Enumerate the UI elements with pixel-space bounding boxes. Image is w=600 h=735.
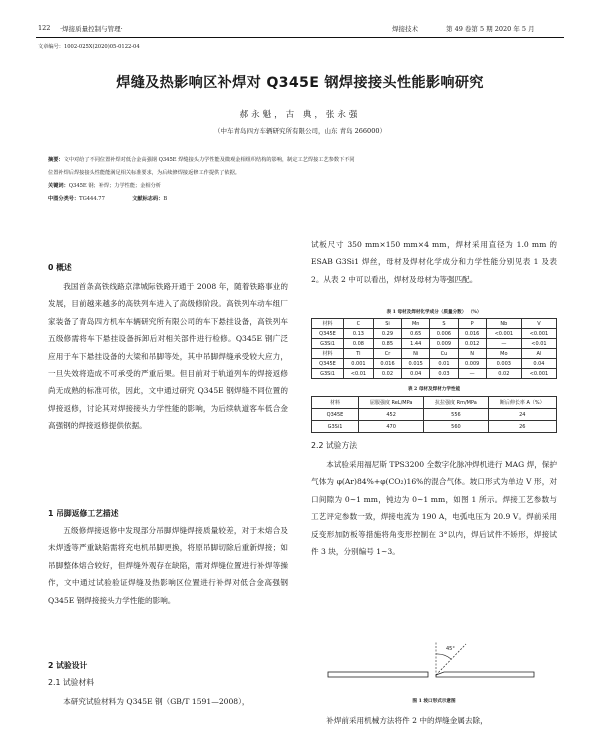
section-2-2-text: 本试验采用福尼斯 TPS3200 全数字化脉冲焊机进行 MAG 焊，保护气体为 φ(Ar)84%+φ(CO₂)16%的混合气体。坡口形式为单边 V 形，对口间隙为 0~1 mm，钝边为 0~1 mm，如图 1 所示。焊接工艺参数与工艺评定参数一致，焊接电流为 190 A，电弧电压为 20.9 V。焊前采用反变形加防板等措施将角变形控制在 3°以内，焊后试件不矫形，焊接试件 3 块，分别编号 1~3。: [311, 460, 557, 557]
table-1-caption: 表 1 母材及焊材化学成分（质量分数） （%）: [386, 310, 482, 315]
table-1: [311, 318, 557, 379]
section-1-heading: 1 吊脚返修工艺描述: [48, 509, 119, 518]
abstract-text-1: 文中对给了不同位置补焊对低合金高强钢 Q345E 焊缝接头力学性能及微观金相组织结构的影响，制定工艺焊接工艺参数下不同: [63, 157, 355, 163]
table-cell: 0.02: [486, 369, 521, 379]
table-cell: 556: [424, 409, 488, 421]
section-1-body: [48, 522, 288, 646]
table-header-cell: Cu: [430, 349, 458, 359]
table-header-cell: Nb: [486, 319, 521, 329]
section-2-1-heading: 2.1 试验材料: [48, 678, 95, 687]
classification-value: TG444.77: [79, 196, 105, 202]
table-cell: 0.009: [458, 359, 486, 369]
table-cell: 24: [488, 409, 556, 421]
section-0-heading: 0 概述: [48, 263, 72, 272]
table-header-cell: Al: [521, 349, 556, 359]
table-row: [312, 339, 557, 349]
classification-label: 中图分类号：: [48, 196, 80, 202]
table-cell: 0.65: [402, 329, 430, 339]
table-row: [312, 421, 557, 433]
affiliation: （中车青岛四方车辆研究所有限公司，山东 青岛 266000）: [214, 127, 386, 135]
table-row: [312, 397, 557, 409]
table-cell: 452: [359, 409, 424, 421]
paper-title: 焊缝及热影响区补焊对 Q345E 钢焊接接头性能影响研究: [116, 75, 484, 91]
table-row: [312, 329, 557, 339]
table-cell: <0.001: [486, 329, 521, 339]
table-cell: 1.44: [402, 339, 430, 349]
section-0-body: [48, 278, 288, 488]
table-cell: 0.04: [521, 359, 556, 369]
bottom-paragraph: [311, 712, 557, 730]
header-rule: [36, 37, 564, 38]
table-cell: <0.001: [521, 329, 556, 339]
section-2-1-body: [48, 693, 288, 711]
table-header-cell: S: [430, 319, 458, 329]
volume-issue: 第 49 卷第 5 期 2020 年 5 月: [446, 25, 535, 33]
table-header-cell: P: [458, 319, 486, 329]
page-number: 122: [38, 24, 51, 32]
keywords-text: Q345E 钢；补焊；力学性能；金相分析: [68, 183, 161, 189]
table-header-cell: 材料: [312, 349, 344, 359]
table-cell: 0.009: [430, 339, 458, 349]
figure-1-groove-diagram: [326, 636, 536, 696]
doc-code-label: 文献标志码：: [132, 196, 164, 202]
table-cell: Q345E: [312, 409, 359, 421]
table-cell: 470: [359, 421, 424, 433]
table-cell: G3Si1: [312, 421, 359, 433]
section-2-2-body: [311, 456, 557, 632]
table-cell: G3Si1: [312, 369, 344, 379]
table-header-cell: Ni: [402, 349, 430, 359]
table-cell: 560: [424, 421, 488, 433]
article-number: 文章编号：1002-025X(2020)05-0122-04: [38, 44, 140, 50]
section-name: 焊接技术: [392, 25, 418, 33]
table-cell: 0.08: [344, 339, 374, 349]
table-cell: <0.001: [521, 369, 556, 379]
table-header-cell: 抗拉强度 Rm/MPa: [424, 397, 488, 409]
table-header-cell: 材料: [312, 319, 344, 329]
table-cell: Q345E: [312, 329, 344, 339]
section-2-heading: 2 试验设计: [48, 661, 88, 670]
table-header-cell: Cr: [373, 349, 401, 359]
table-header-cell: 屈服强度 ReL/MPa: [359, 397, 424, 409]
intro-text: 试板尺寸 350 mm×150 mm×4 mm，焊材采用直径为 1.0 mm 的 ESAB G3Si1 焊丝，母材及焊材化学成分和力学性能分别见表 1 及表 2。从表 2 中可以看出，焊材及母材为等强匹配。: [311, 240, 557, 284]
table-cell: <0.01: [521, 339, 556, 349]
section-2-2-heading: 2.2 试验方法: [311, 441, 358, 450]
table-header-cell: Si: [373, 319, 401, 329]
table-header-cell: Mo: [486, 349, 521, 359]
journal-column: ·焊接质量控制与管理·: [60, 25, 123, 33]
table-row: [312, 369, 557, 379]
authors: 郝永魁，古 典，张永强: [239, 110, 361, 120]
table-cell: 26: [488, 421, 556, 433]
table-cell: 0.13: [344, 329, 374, 339]
table-header-cell: V: [521, 319, 556, 329]
table-cell: 0.01: [430, 359, 458, 369]
table-cell: 0.03: [430, 369, 458, 379]
abstract-text-2: 位置补焊后焊接接头性能能满足相关标准要求，为后续修焊接返修工作提供了依据。: [48, 170, 240, 176]
figure-1-caption: 图 1 坡口形式示意图: [412, 699, 456, 704]
table-cell: 0.016: [373, 359, 401, 369]
table-header-cell: Ti: [344, 349, 374, 359]
table-row: [312, 409, 557, 421]
left-plate: [328, 672, 428, 677]
table-cell: 0.02: [373, 369, 401, 379]
table-cell: 0.016: [458, 329, 486, 339]
table-header-cell: 断后伸长率 A（%）: [488, 397, 556, 409]
intro-paragraph: [311, 236, 557, 308]
angle-label: 45°: [446, 646, 455, 652]
right-plate-beveled: [436, 672, 534, 677]
table-cell: —: [458, 369, 486, 379]
table-row: [312, 359, 557, 369]
doc-code-value: B: [163, 196, 168, 202]
table-2: [311, 396, 557, 433]
table-cell: 0.001: [344, 359, 374, 369]
table-row: [312, 349, 557, 359]
table-header-cell: Mn: [402, 319, 430, 329]
section-0-text: 我国首条高铁线路京津城际铁路开通于 2008 年，随着铁路事业的发展，目前越来越多的高铁列车进入了高级修阶段。高铁列车动车组厂家装备了青岛四方机车车辆研究所有限公司的车下悬挂设备，高铁列车五级修需将车下悬挂设备拆卸后对相关部件进行检修。Q345E 钢广泛应用于车下悬挂设备的大梁和吊脚等处，其中吊脚焊缝承受较大应力，一旦失效将造成不可承受的严重后果。但目前对于轨道列车的焊接返修尚无成熟的标准可依，因此，文中通过研究 Q345E 钢焊缝不同位置的焊接返修，讨论其对焊接接头力学性能的影响，为后续轨道客车低合金高强钢的焊接返修提供依据。: [48, 282, 288, 431]
table-cell: G3Si1: [312, 339, 344, 349]
table-cell: —: [486, 339, 521, 349]
table-cell: 0.29: [373, 329, 401, 339]
table-cell: 0.006: [430, 329, 458, 339]
table-2-caption: 表 2 母材及焊材力学性能: [407, 387, 461, 392]
table-cell: Q345E: [312, 359, 344, 369]
abstract: [48, 154, 568, 206]
angle-arc: [436, 654, 451, 659]
table-cell: 0.04: [402, 369, 430, 379]
keywords-label: 关键词：: [48, 183, 69, 189]
section-2-1-text: 本研究试验材料为 Q345E 钢（GB/T 1591—2008），: [63, 697, 250, 706]
bottom-text: 补焊前采用机械方法将件 2 中的焊缝金属去除，: [326, 716, 488, 725]
table-cell: <0.01: [344, 369, 374, 379]
table-row: [312, 319, 557, 329]
table-header-cell: C: [344, 319, 374, 329]
table-header-cell: 材料: [312, 397, 359, 409]
table-cell: 0.85: [373, 339, 401, 349]
abstract-label: 摘要：: [48, 157, 64, 163]
table-cell: 0.003: [486, 359, 521, 369]
table-cell: 0.015: [402, 359, 430, 369]
table-cell: 0.012: [458, 339, 486, 349]
section-1-text: 五级修焊接返修中发现部分吊脚焊缝焊接质量较差，对于未熔合及未焊透等严重缺陷需将充电机吊脚更换，将原吊脚切除后重新焊接；如吊脚整体熔合较好，但焊缝外观存在缺陷，需对焊缝位置进行补焊等操作，文中通过试验验证焊缝及热影响区位置进行补焊对低合金高强钢 Q345E 钢焊接接头力学性能的影响。: [48, 526, 288, 605]
table-header-cell: N: [458, 349, 486, 359]
